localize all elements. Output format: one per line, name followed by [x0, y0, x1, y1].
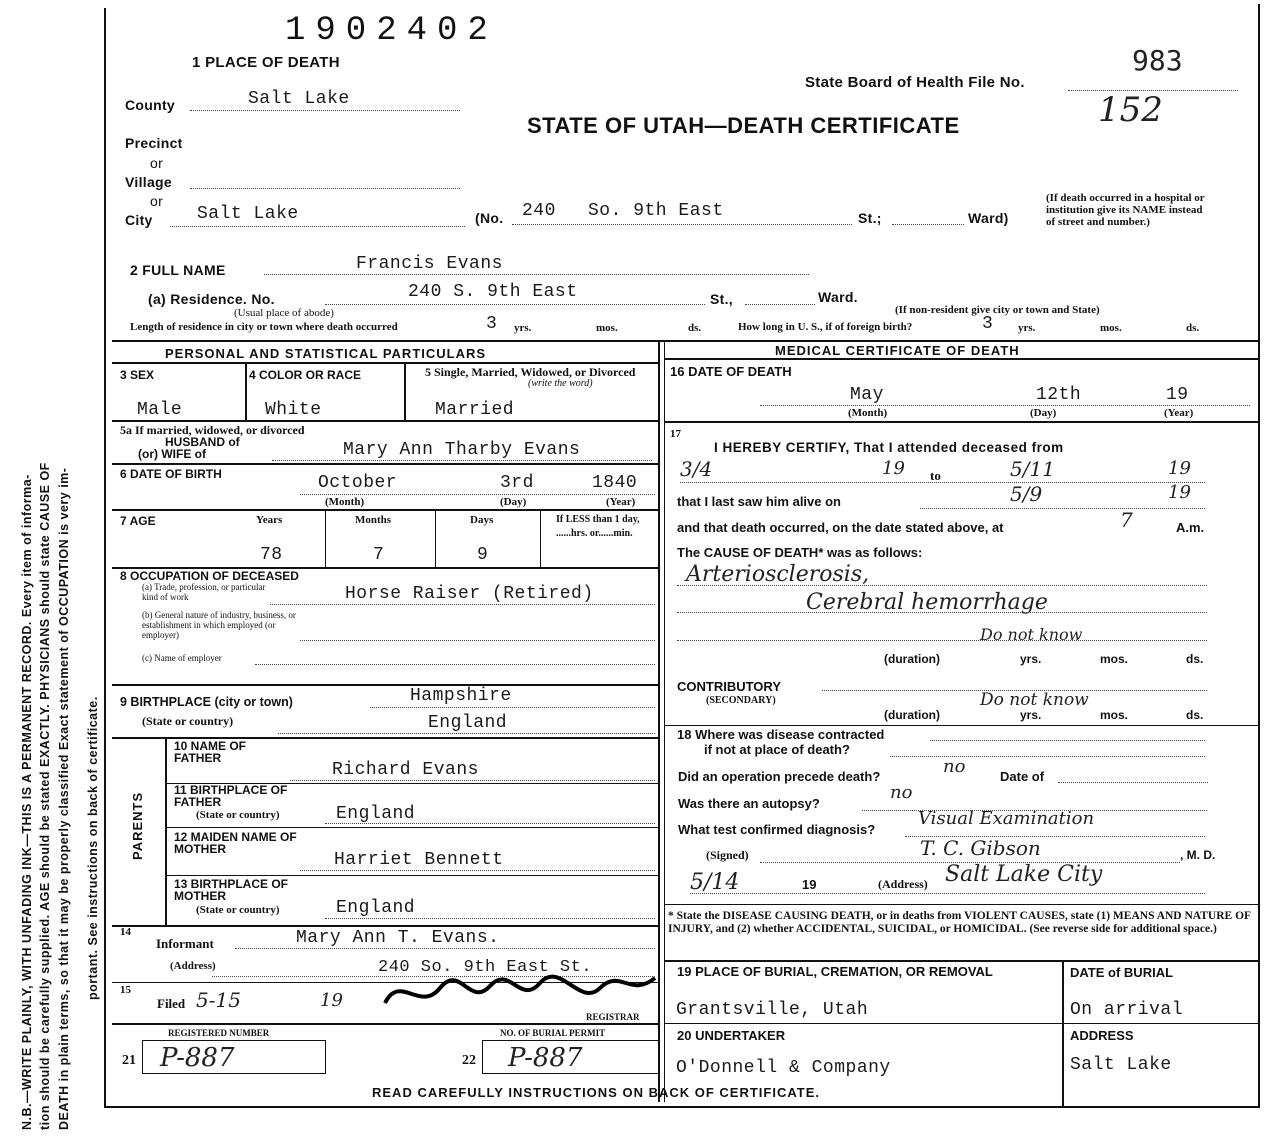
medical-header: MEDICAL CERTIFICATE OF DEATH	[775, 343, 1020, 358]
father-birthplace-label: 11 BIRTHPLACE OF FATHER	[174, 783, 288, 809]
sidebar-instructions-3: DEATH in plain terms, so that it may be properly classified Exact statement of OCCUPATION is very im-	[57, 467, 71, 1130]
last-seen-label: that I last saw him alive on	[677, 494, 841, 509]
hospital-note: (If death occurred in a hospital or institution give its NAME instead of street and number.)	[1046, 192, 1205, 228]
burial-permit-number: P-887	[508, 1043, 583, 1073]
st-label: St.,	[710, 291, 733, 307]
ds-label: ds.	[1186, 652, 1204, 666]
signed-year: 19	[802, 877, 817, 892]
street-number: 240	[522, 201, 556, 221]
yrs-label: yrs.	[1018, 322, 1036, 334]
death-time-label: and that death occurred, on the date stated above, at	[677, 520, 1004, 535]
husband-label: HUSBAND of	[165, 435, 240, 449]
state-country-caption: (State or country)	[196, 904, 280, 916]
undertaker-address: Salt Lake	[1070, 1055, 1172, 1075]
ds-label: ds.	[1186, 322, 1200, 334]
undertaker-address-label: ADDRESS	[1070, 1028, 1134, 1043]
father-label: 10 NAME OF FATHER	[174, 739, 247, 765]
age-label: 7 AGE	[120, 514, 156, 528]
cause-secondary: Cerebral hemorrhage	[806, 590, 1048, 615]
diagnosis-test-label: What test confirmed diagnosis?	[678, 822, 876, 837]
diagnosis-test-value: Visual Examination	[918, 808, 1095, 829]
birthplace-city: Hampshire	[410, 686, 512, 706]
certify-statement: I HEREBY CERTIFY, That I attended deceased from	[714, 440, 1064, 455]
birthplace-label: 9 BIRTHPLACE (city or town)	[120, 695, 293, 709]
registrar-caption: REGISTRAR	[586, 1012, 640, 1022]
attended-from: 3/4	[680, 457, 713, 481]
birthplace-country: England	[428, 713, 508, 733]
burial-date-label: DATE of BURIAL	[1070, 965, 1174, 980]
sidebar-instructions-4: portant. See instructions on back of certificate.	[86, 696, 100, 1000]
dob-label: 6 DATE OF BIRTH	[120, 467, 222, 481]
duration-label: (duration)	[884, 708, 940, 722]
sex-value: Male	[137, 400, 183, 420]
informant-address: 240 So. 9th East St.	[378, 958, 593, 977]
certificate-number-stamp: 1902402	[285, 12, 498, 50]
disease-contracted-label: 18 Where was disease contracted	[677, 727, 885, 742]
mother-birthplace: England	[336, 898, 416, 918]
occupation-b-note: (b) General nature of industry, business, or establishment in which employed (or employer)	[142, 610, 296, 640]
us-residence-years: 3	[982, 314, 994, 334]
physician-address: Salt Lake City	[945, 862, 1103, 887]
marital-label: 5 Single, Married, Widowed, or Divorced	[425, 365, 636, 379]
occupation-value: Horse Raiser (Retired)	[345, 584, 594, 604]
mos-label: mos.	[596, 322, 618, 334]
year-caption: (Year)	[606, 496, 636, 508]
city-value: Salt Lake	[197, 204, 299, 224]
death-year: 19	[1166, 385, 1189, 405]
filed-year: 19	[320, 990, 343, 1011]
attended-to-year: 19	[1168, 458, 1191, 479]
signed-date: 5/14	[690, 870, 740, 895]
date-of-label: Date of	[1000, 769, 1045, 784]
dob-month: October	[318, 473, 398, 493]
county-label: County	[125, 97, 176, 113]
state-country-caption: (State or country)	[196, 809, 280, 821]
personal-header: PERSONAL AND STATISTICAL PARTICULARS	[165, 346, 487, 361]
item-14: 14	[120, 926, 131, 938]
physician-signature: T. C. Gibson	[920, 836, 1041, 860]
yrs-label: yrs.	[1020, 708, 1042, 722]
precinct-label: Precinct	[125, 135, 183, 151]
ds-label: ds.	[1186, 708, 1204, 722]
race-label: 4 COLOR OR RACE	[249, 368, 362, 382]
place-of-death-label: 1 PLACE OF DEATH	[192, 54, 340, 71]
mos-label: mos.	[1100, 708, 1129, 722]
ward-label: Ward.	[818, 289, 858, 305]
occupation-a-note: (a) Trade, profession, or particular kind of work	[142, 582, 266, 602]
wife-label: (or) WIFE of	[138, 447, 206, 461]
physician-address-label: (Address)	[878, 877, 928, 891]
or-label: or	[150, 155, 164, 171]
registered-number: P-887	[160, 1043, 235, 1073]
footer-instructions: READ CAREFULLY INSTRUCTIONS ON BACK OF CERTIFICATE.	[372, 1085, 820, 1100]
cause-primary: Arteriosclerosis,	[686, 562, 870, 587]
day-caption: (Day)	[500, 496, 527, 508]
disease-contracted-label-2: if not at place of death?	[704, 742, 850, 757]
attended-from-year: 19	[882, 458, 905, 479]
secondary-caption: (SECONDARY)	[706, 695, 776, 706]
filed-date: 5-15	[196, 988, 241, 1012]
undertaker-label: 20 UNDERTAKER	[677, 1028, 786, 1043]
date-of-death-label: 16 DATE OF DEATH	[670, 364, 792, 379]
days-caption: Days	[470, 514, 494, 526]
years-caption: Years	[256, 514, 283, 526]
mother-birthplace-label: 13 BIRTHPLACE OF MOTHER	[174, 877, 289, 903]
cause-duration-note: Do not know	[980, 625, 1083, 644]
file-number: 983	[1132, 44, 1183, 77]
usual-abode-note: (Usual place of abode)	[234, 307, 334, 319]
mos-label: mos.	[1100, 322, 1122, 334]
street-name: So. 9th East	[588, 201, 724, 221]
residence-label: (a) Residence. No.	[148, 291, 275, 307]
cause-footnote: * State the DISEASE CAUSING DEATH, or in deaths from VIOLENT CAUSES, state (1) MEANS AND NATURE OF INJURY, and (2) whether ACCIDENTAL, SUICIDAL, or HOMICIDAL. (See reverse side for additional space.)	[668, 910, 1251, 935]
contributory-value: Do not know	[980, 690, 1089, 710]
length-residence-label: Length of residence in city or town where death occurred	[130, 321, 398, 333]
marital-note: (write the word)	[528, 378, 593, 389]
age-years: 78	[260, 545, 283, 565]
attended-to: 5/11	[1010, 457, 1055, 481]
autopsy-label: Was there an autopsy?	[678, 796, 820, 811]
birthplace-state-label: (State or country)	[142, 714, 234, 728]
spouse-value: Mary Ann Tharby Evans	[343, 440, 581, 460]
death-time: 7	[1120, 508, 1133, 532]
yrs-label: yrs.	[514, 322, 532, 334]
informant-label: Informant	[156, 936, 214, 951]
contributory-label: CONTRIBUTORY	[677, 679, 781, 694]
certificate-title: STATE OF UTAH—DEATH CERTIFICATE	[527, 113, 960, 138]
burial-permit-label: NO. OF BURIAL PERMIT	[500, 1028, 606, 1038]
frame-right	[1258, 4, 1260, 1108]
cause-of-death-label: The CAUSE OF DEATH* was as follows:	[677, 545, 923, 560]
signed-label: (Signed)	[706, 848, 749, 862]
mother-label: 12 MAIDEN NAME OF MOTHER	[174, 830, 297, 856]
non-resident-note: (If non-resident give city or town and State)	[895, 304, 1100, 316]
full-name-value: Francis Evans	[356, 254, 503, 274]
age-days: 9	[477, 545, 489, 565]
months-caption: Months	[355, 514, 392, 526]
dob-year: 1840	[592, 473, 638, 493]
item-21: 21	[122, 1053, 136, 1068]
sex-label: 3 SEX	[120, 368, 155, 382]
death-day: 12th	[1036, 385, 1082, 405]
county-value: Salt Lake	[248, 89, 350, 109]
occupation-label: 8 OCCUPATION OF DECEASED	[120, 569, 299, 583]
burial-place: Grantsville, Utah	[676, 1000, 869, 1020]
month-caption: (Month)	[848, 407, 888, 419]
ward-label: Ward)	[968, 210, 1009, 226]
item-22: 22	[462, 1053, 476, 1068]
last-seen-year: 19	[1168, 482, 1191, 503]
parents-label: PARENTS	[130, 791, 145, 860]
operation-value: no	[943, 756, 966, 777]
spouse-label: 5a If married, widowed, or divorced	[120, 423, 305, 437]
less-than-day-note: If LESS than 1 day, ......hrs. or......min.	[556, 514, 640, 539]
file-number-secondary: 152	[1098, 90, 1163, 130]
autopsy-value: no	[890, 782, 913, 803]
mos-label: mos.	[1100, 652, 1129, 666]
age-months: 7	[373, 545, 385, 565]
father-name: Richard Evans	[332, 760, 479, 780]
item-15: 15	[120, 984, 131, 996]
address-label: (Address)	[170, 960, 216, 972]
last-seen-date: 5/9	[1010, 482, 1043, 506]
operation-label: Did an operation precede death?	[678, 769, 881, 784]
street-no-label: (No.	[475, 210, 504, 226]
occupation-c-note: (c) Name of employer	[142, 653, 222, 663]
am-label: A.m.	[1176, 520, 1205, 535]
informant-name: Mary Ann T. Evans.	[296, 928, 500, 948]
village-label: Village	[125, 174, 172, 190]
sidebar-instructions-2: tion should be carefully supplied. AGE should be stated EXACTLY. PHYSICIANS should state CAUSE OF	[38, 462, 52, 1130]
month-caption: (Month)	[325, 496, 365, 508]
length-residence-years: 3	[486, 314, 498, 334]
frame-left	[104, 8, 106, 1108]
undertaker-name: O'Donnell & Company	[676, 1058, 891, 1078]
burial-place-label: 19 PLACE OF BURIAL, CREMATION, OR REMOVAL	[677, 964, 993, 979]
residence-value: 240 S. 9th East	[408, 282, 578, 302]
marital-value: Married	[435, 400, 515, 420]
yrs-label: yrs.	[1020, 652, 1042, 666]
item-17: 17	[670, 428, 681, 440]
day-caption: (Day)	[1030, 407, 1057, 419]
st-label: St.;	[858, 210, 882, 226]
us-residence-label: How long in U. S., if of foreign birth?	[738, 321, 913, 333]
or-label: or	[150, 193, 164, 209]
death-month: May	[850, 385, 884, 405]
filed-label: Filed	[157, 996, 186, 1011]
year-caption: (Year)	[1164, 407, 1194, 419]
full-name-label: 2 FULL NAME	[130, 262, 226, 278]
file-no-label: State Board of Health File No.	[805, 74, 1025, 91]
duration-label: (duration)	[884, 652, 940, 666]
dob-day: 3rd	[500, 473, 534, 493]
sidebar-instructions-1: N.B.—WRITE PLAINLY, WITH UNFADING INK—THIS IS A PERMANENT RECORD. Every item of informa-	[20, 474, 34, 1130]
burial-date: On arrival	[1070, 1000, 1184, 1020]
frame-bottom	[104, 1106, 1260, 1108]
md-label: , M. D.	[1180, 848, 1216, 862]
city-label: City	[125, 212, 153, 228]
mother-name: Harriet Bennett	[334, 850, 504, 870]
ds-label: ds.	[688, 322, 702, 334]
to-label: to	[930, 468, 941, 483]
registered-number-label: REGISTERED NUMBER	[168, 1028, 270, 1038]
race-value: White	[265, 400, 322, 420]
father-birthplace: England	[336, 804, 416, 824]
